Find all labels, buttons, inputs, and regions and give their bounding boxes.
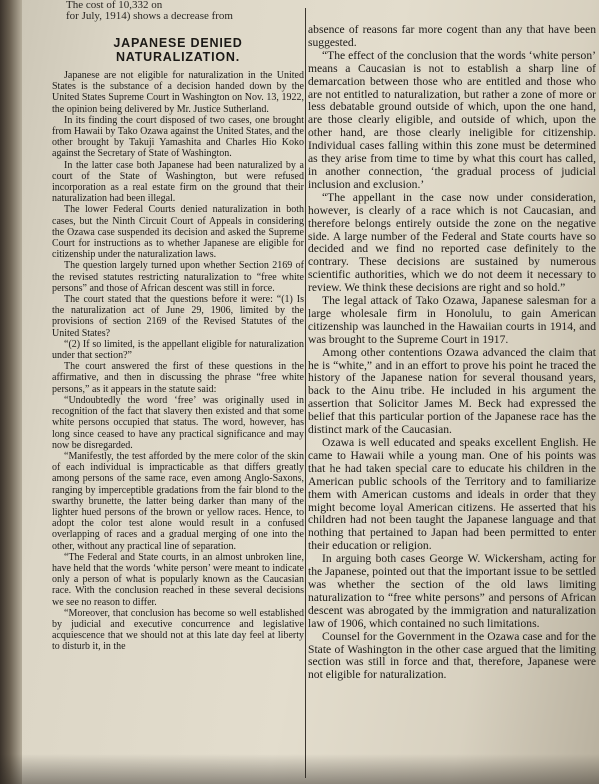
article-paragraph: The question largely turned upon whether Section 2169 of the revised statutes restricting naturalization to “free white persons” and those of African descent was still in force. (52, 260, 304, 294)
article-paragraph: The court stated that the questions before it were: “(1) Is the naturalization act of June 29, 1906, limited by the provisions of section 2169 of the Revised Statutes of the United States? (52, 294, 304, 339)
right-column (308, 0, 596, 682)
article-paragraph: “The appellant in the case now under consideration, however, is clearly of a race which is not Caucasian, and therefore belongs entirely outside the zone on the negative side. A large number of the Federal and State courts have so decided and we find no reported case definitely to the contrary. These decisions are sustained by numerous scientific authorities, which we do not deem it necessary to review. We think these decisions are right and so hold.” (308, 190, 596, 295)
book-spine-shadow (0, 0, 22, 784)
column-divider (305, 8, 306, 778)
top-fragment (66, 0, 304, 22)
article-paragraph: “(2) If so limited, is the appellant eligible for naturalization under that section?” (52, 338, 304, 362)
article-paragraph: The legal attack of Tako Ozawa, Japanese salesman for a large wholesale firm in Honolulu, to gain American citizenship was launched in the Hawaiian courts in 1914, and was brought to the Supreme Court in 1917. (308, 294, 596, 346)
article-paragraph: Ozawa is well educated and speaks excellent English. He came to Hawaii while a young man. One of his points was that he had taken special care to educate his children in the American public schools of the Territory and to familiarize them with American customs and ideals in order that they might become loyal American citizens. He asserted that his children had not been taught the Japanese language and that nothing that pertained to Japan had been permitted to enter their education or religion. (308, 436, 596, 553)
page-bottom-shadow (0, 754, 599, 784)
article-paragraph: Counsel for the Government in the Ozawa case and for the State of Washington in the other case argued that the limiting section was still in force and that, therefore, Japanese were not eligible for naturalization. (308, 629, 596, 682)
article-paragraph: “Manifestly, the test afforded by the mere color of the skin of each individual is impracticable as that differs greatly among persons of the same race, even among Anglo-Saxons, ranging by imperceptible gradations from the fair blond to the swarthy brunette, the latter being darker than many of the lighter hued persons of the brown or yellow races. Hence, to adopt the color test alone would result in a confused overlapping of races and a gradual merging of one into the other, without any practical line of separation. (52, 450, 304, 552)
article-heading: JAPANESE DENIED NATURALIZATION. (113, 36, 243, 64)
article-paragraph: “Undoubtedly the word ‘free’ was originally used in recognition of the fact that slavery then existed and that some white persons occupied that status. The word, however, has long since ceased to have any practical significance and may now be disregarded. (52, 394, 304, 451)
article-paragraph: In the latter case both Japanese had been naturalized by a court of the State of Washington, but were refused incorporation as a real estate firm on the ground that their naturalization had been illegal. (52, 159, 304, 205)
article-paragraph: The court answered the first of these questions in the affirmative, and then in discussing the phrase “free white persons,” as it appears in the statute said: (52, 361, 304, 395)
article-paragraph: In its finding the court disposed of two cases, one brought from Hawaii by Tako Ozawa against the United States, and the other brought by Takuji Yamashita and Charles Hio Koko against the Secretary of State of Washington. (52, 114, 304, 160)
article-paragraph: “The Federal and State courts, in an almost unbroken line, have held that the words ‘white person’ were meant to indicate only a person of what is popularly known as the Caucasian race. With the conclusion reached in these several decisions we see no reason to differ. (52, 551, 304, 608)
top-fragment-line: for July, 1914) shows a decrease from (66, 10, 233, 22)
article-paragraph: In arguing both cases George W. Wickersham, acting for the Japanese, pointed out that the important issue to be settled was whether the section of the old laws limiting naturalization to “free white persons” and persons of African descent was abrogated by the immigration and naturalization law of 1906, which contained no such limitations. (308, 552, 596, 630)
article-paragraph: Among other contentions Ozawa advanced the claim that he is “white,” and in an effort to prove his point he traced the history of the Japanese nation for several thousand years, back to the Ainu tribe. He included in his argument the assertion that Solicitor James M. Beck had expressed the belief that this particular portion of the Japanese race has the distinct mark of the Caucasian. (308, 345, 596, 437)
article-paragraph: Japanese are not eligible for naturalization in the United States is the substance of a decision handed down by the United States Supreme Court in Washington on Nov. 13, 1922, the opinion being delivered by Mr. Justice Sutherland. (52, 70, 304, 115)
left-column (52, 0, 304, 653)
article-paragraph: The lower Federal Courts denied naturalization in both cases, but the Ninth Circuit Court of Appeals in considering the Ozawa case suspended its decision and asked the Supreme Court for instructions as to whether Japanese are eligible for citizenship under the naturalization laws. (52, 204, 304, 261)
top-fragment-line: The cost of 10,332 on (66, 0, 163, 11)
article-paragraph: “The effect of the conclusion that the words ‘white person’ means a Caucasian is not to establish a sharp line of demarcation between those who are entitled and those who are not entitled to naturalization, but rather a zone of more or less debatable ground outside of which, upon the one hand, are those clearly eligible, and outside of which, upon the other hand, are those clearly ineligible for citizenship. Individual cases falling within this zone must be determined as they arise from time to time by what this court has called, in another connection, ‘the gradual process of judicial inclusion and exclusion.’ (308, 48, 596, 191)
article-paragraph: absence of reasons far more cogent than any that have been suggested. (308, 23, 596, 49)
article-paragraph: “Moreover, that conclusion has become so well established by judicial and executive concurrence and legislative acquiescence that we should not at this late day feel at liberty to disturb it, in the (52, 607, 304, 653)
